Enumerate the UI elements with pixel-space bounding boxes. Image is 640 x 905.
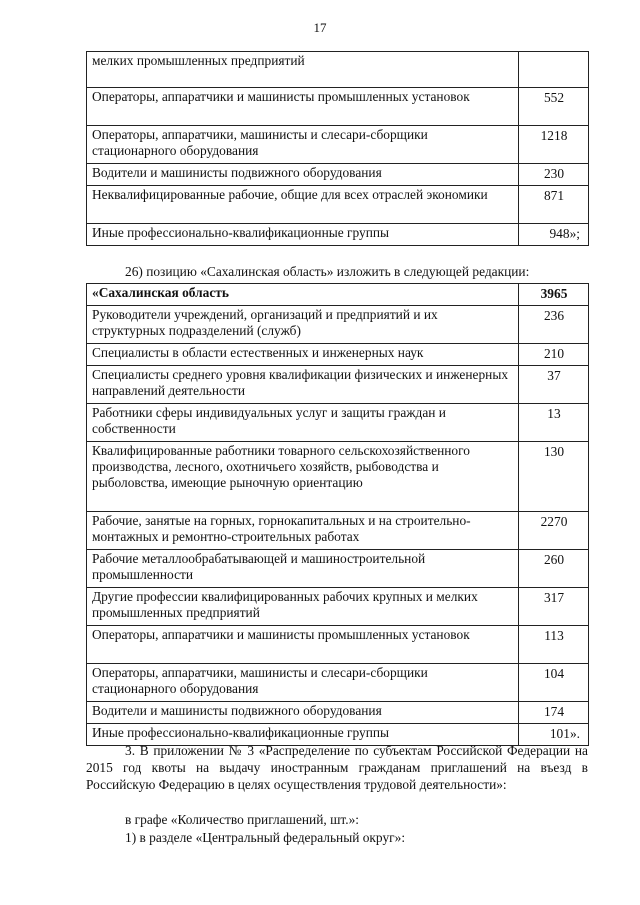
row-value: 948»;: [519, 224, 589, 246]
row-label: Другие профессии квалифицированных рабочих крупных и мелких промышленных предприятий: [87, 588, 519, 626]
row-label: Рабочие, занятые на горных, горнокапитальных и на строительно-монтажных и ремонтно-строительных работах: [87, 512, 519, 550]
table-row: [87, 512, 589, 550]
row-label: Работники сферы индивидуальных услуг и защиты граждан и собственности: [87, 404, 519, 442]
table-row: [87, 442, 589, 512]
row-label: Водители и машинисты подвижного оборудования: [87, 164, 519, 186]
row-value: 871: [519, 186, 589, 224]
quota-table-sakhalin: [86, 283, 589, 746]
row-label: Водители и машинисты подвижного оборудования: [87, 702, 519, 724]
row-label: Операторы, аппаратчики, машинисты и слесари-сборщики стационарного оборудования: [87, 126, 519, 164]
row-value: 210: [519, 344, 589, 366]
table-row: [87, 88, 589, 126]
table-row: [87, 588, 589, 626]
table-row: [87, 52, 589, 88]
table-row: [87, 550, 589, 588]
table-row: [87, 164, 589, 186]
table-row: [87, 306, 589, 344]
row-value: 174: [519, 702, 589, 724]
row-label: Специалисты среднего уровня квалификации физических и инженерных направлений деятельности: [87, 366, 519, 404]
paragraph-26: 26) позицию «Сахалинская область» изложить в следующей редакции:: [125, 264, 530, 279]
region-total: 3965: [519, 284, 589, 306]
row-label: Операторы, аппаратчики, машинисты и слесари-сборщики стационарного оборудования: [87, 664, 519, 702]
row-value: 130: [519, 442, 589, 512]
table-row: [87, 404, 589, 442]
row-label: Неквалифицированные рабочие, общие для всех отраслей экономики: [87, 186, 519, 224]
row-label: Руководители учреждений, организаций и предприятий и их структурных подразделений (служб): [87, 306, 519, 344]
table-row: [87, 664, 589, 702]
row-value: 104: [519, 664, 589, 702]
quota-table-continued: [86, 51, 589, 246]
row-label: Рабочие металлообрабатывающей и машиностроительной промышленности: [87, 550, 519, 588]
row-value: 101».: [519, 724, 589, 746]
table-row: [87, 344, 589, 366]
table-row: [87, 366, 589, 404]
row-label: мелких промышленных предприятий: [87, 52, 519, 88]
row-label: Иные профессионально-квалификационные группы: [87, 724, 519, 746]
row-label: Иные профессионально-квалификационные группы: [87, 224, 519, 246]
table-row: [87, 626, 589, 664]
table-header-row: [87, 284, 589, 306]
table-row: [87, 186, 589, 224]
row-value: 260: [519, 550, 589, 588]
paragraph-graph-line: в графе «Количество приглашений, шт.»:: [125, 812, 360, 827]
row-value: 317: [519, 588, 589, 626]
row-value: 230: [519, 164, 589, 186]
row-label: Операторы, аппаратчики и машинисты промышленных установок: [87, 88, 519, 126]
row-value: 113: [519, 626, 589, 664]
row-label: Специалисты в области естественных и инженерных наук: [87, 344, 519, 366]
paragraph-3: 3. В приложении № 3 «Распределение по субъектам Российской Федерации на 2015 год квоты на выдачу иностранным гражданам приглашений на въезд в Российскую Федерацию в целях осуществления трудовой деятельности»:: [86, 743, 588, 792]
row-value: [519, 52, 589, 88]
row-label: Квалифицированные работники товарного сельскохозяйственного производства, лесного, охотничьего хозяйств, рыбоводства и рыболовства, имеющие рыночную ориентацию: [87, 442, 519, 512]
row-value: 2270: [519, 512, 589, 550]
table-row: [87, 126, 589, 164]
region-name: «Сахалинская область: [87, 284, 519, 306]
row-value: 552: [519, 88, 589, 126]
paragraph-section-line: 1) в разделе «Центральный федеральный округ»:: [125, 830, 406, 845]
table-row: [87, 702, 589, 724]
page-number: 17: [313, 20, 327, 35]
row-value: 37: [519, 366, 589, 404]
row-label: Операторы, аппаратчики и машинисты промышленных установок: [87, 626, 519, 664]
table-row: [87, 224, 589, 246]
row-value: 1218: [519, 126, 589, 164]
row-value: 13: [519, 404, 589, 442]
row-value: 236: [519, 306, 589, 344]
